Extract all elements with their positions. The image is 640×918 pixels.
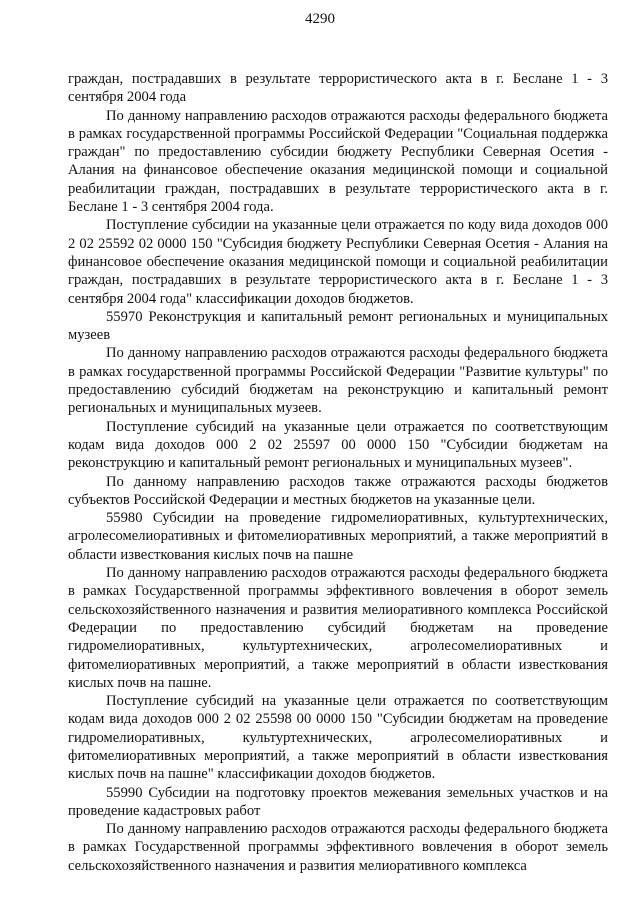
page-number: 4290 (305, 11, 335, 27)
paragraph: По данному направлению расходов также отражаются расходы бюджетов субъектов Российской Федерации и местных бюджетов на указанные цели. (68, 473, 608, 508)
paragraph: граждан, пострадавших в результате террористического акта в г. Беслане 1 - 3 сентября 2004 года (68, 71, 608, 106)
document-body (68, 70, 608, 875)
paragraph: Поступление субсидии на указанные цели отражается по коду вида доходов 000 2 02 25592 02 0000 150 "Субсидия бюджету Республики Северная Осетия - Алания на финансовое обеспечение оказания медицинской помощи и социальной реабилитации граждан, пострадавших в результате террористического акта в г. Беслане 1 - 3 сентября 2004 года" классификации доходов бюджетов. (68, 217, 608, 307)
paragraph: По данному направлению расходов отражаются расходы федерального бюджета в рамках Государственной программы эффективного вовлечения в оборот земель сельскохозяйственного назначения и развития мелиоративного комплекса Российской Федерации по предоставлению субсидий бюджетам на проведение гидромелиоративных, культуртехнических, агролесомелиоративных и фитомелиоративных мероприятий, а также мероприятий в области известкования кислых почв на пашне. (68, 565, 608, 691)
paragraph: По данному направлению расходов отражаются расходы федерального бюджета в рамках государственной программы Российской Федерации "Развитие культуры" по предоставлению субсидий бюджетам на реконструкцию и капитальный ремонт региональных и муниципальных музеев. (68, 345, 608, 417)
section-heading: 55980 Субсидии на проведение гидромелиоративных, культуртехнических, агролесомелиоративных и фитомелиоративных мероприятий, а также мероприятий в области известкования кислых почв на пашне (68, 510, 608, 563)
paragraph: По данному направлению расходов отражаются расходы федерального бюджета в рамках Государственной программы эффективного вовлечения в оборот земель сельскохозяйственного назначения и развития мелиоративного комплекса (68, 821, 608, 874)
paragraph: Поступление субсидий на указанные цели отражается по соответствующим кодам вида доходов 000 2 02 25597 00 0000 150 "Субсидии бюджетам на реконструкцию и капитальный ремонт региональных и муниципальных музеев". (68, 418, 608, 472)
section-heading: 55990 Субсидии на подготовку проектов межевания земельных участков и на проведение кадастровых работ (68, 784, 608, 819)
section-heading: 55970 Реконструкция и капитальный ремонт региональных и муниципальных музеев (68, 308, 608, 344)
paragraph: По данному направлению расходов отражаются расходы федерального бюджета в рамках государственной программы Российской Федерации "Социальная поддержка граждан" по предоставлению субсидии бюджету Республики Северная Осетия - Алания на финансовое обеспечение оказания медицинской помощи и социальной реабилитации граждан, пострадавших в результате террористического акта в г. Беслане 1 - 3 сентября 2004 года. (68, 107, 608, 216)
paragraph: Поступление субсидий на указанные цели отражается по соответствующим кодам вида доходов 000 2 02 25598 00 0000 150 "Субсидии бюджетам на проведение гидромелиоративных, культуртехнических, агролесомелиоративных и фитомелиоративных мероприятий, а также мероприятий в области известкования кислых почв на пашне" классификации доходов бюджетов. (68, 693, 608, 783)
